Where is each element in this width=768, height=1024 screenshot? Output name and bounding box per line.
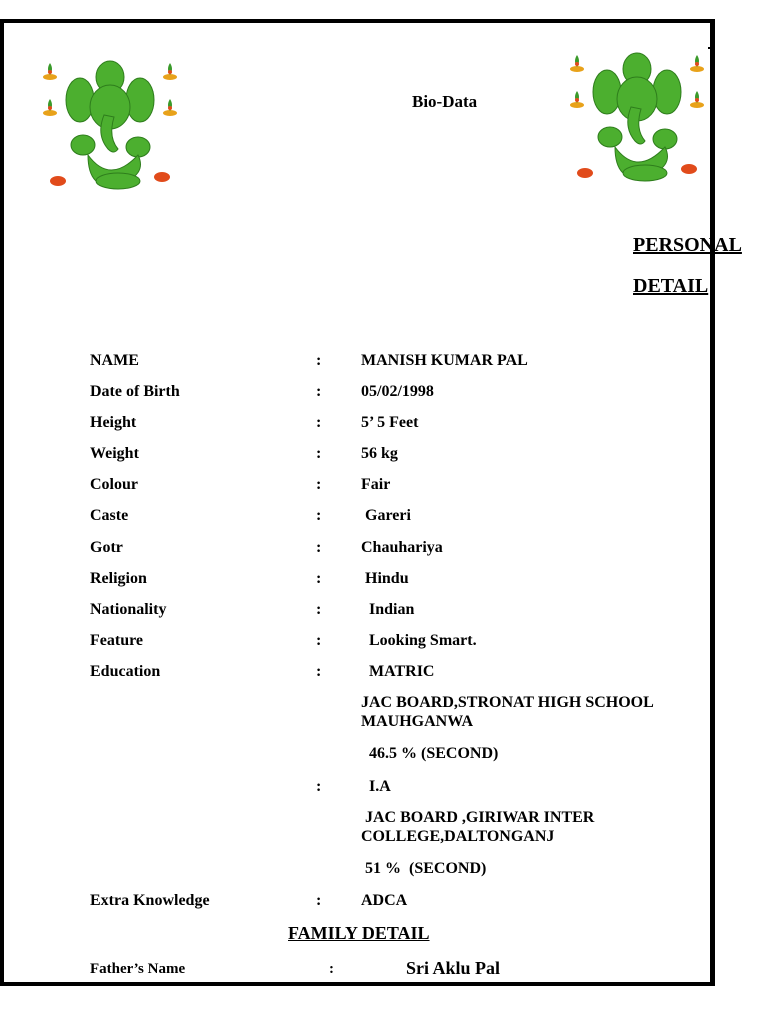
detail-value: MANISH KUMAR PAL: [361, 352, 528, 369]
father-value: Sri Aklu Pal: [406, 958, 501, 978]
detail-colon: :: [316, 778, 322, 795]
detail-label: Extra Knowledge: [90, 892, 210, 909]
personal-heading-line2: DETAIL: [633, 275, 709, 297]
detail-label: Height: [90, 414, 137, 431]
detail-label: Caste: [90, 507, 129, 524]
detail-value: 46.5 % (SECOND): [361, 745, 499, 762]
detail-value: Gareri: [361, 507, 411, 524]
detail-colon: :: [316, 352, 322, 369]
detail-colon: :: [316, 414, 322, 431]
personal-heading-line1: PERSONAL: [633, 234, 742, 256]
detail-label: Religion: [90, 570, 147, 587]
detail-colon: :: [316, 445, 322, 462]
page-title: Bio-Data: [412, 92, 478, 111]
detail-colon: :: [316, 601, 322, 618]
detail-label: Nationality: [90, 601, 167, 618]
detail-colon: :: [316, 892, 322, 909]
detail-label: Colour: [90, 476, 138, 493]
father-label: Father’s Name: [90, 961, 186, 977]
detail-value: 5’ 5 Feet: [361, 414, 419, 431]
detail-value: ADCA: [361, 892, 408, 909]
father-colon: :: [329, 961, 334, 977]
detail-label: Education: [90, 663, 161, 680]
detail-colon: :: [316, 663, 322, 680]
detail-value: Indian: [361, 601, 415, 618]
detail-value: MATRIC: [361, 663, 435, 680]
detail-label: Gotr: [90, 539, 123, 556]
detail-value: JAC BOARD,STRONAT HIGH SCHOOL MAUHGANWA: [361, 694, 657, 730]
detail-label: NAME: [90, 352, 139, 369]
detail-label: Feature: [90, 632, 144, 649]
detail-value: 51 % (SECOND): [361, 860, 487, 877]
detail-value: 05/02/1998: [361, 383, 434, 400]
detail-value: Fair: [361, 476, 391, 493]
detail-colon: :: [316, 570, 322, 587]
detail-colon: :: [316, 476, 322, 493]
detail-value: Looking Smart.: [361, 632, 477, 649]
detail-colon: :: [316, 507, 322, 524]
detail-colon: :: [316, 539, 322, 556]
ganesha-left-image: [38, 55, 183, 195]
detail-value: Hindu: [361, 570, 409, 587]
detail-colon: :: [316, 632, 322, 649]
detail-value: I.A: [361, 778, 391, 795]
family-heading: FAMILY DETAIL: [288, 923, 430, 943]
ganesha-right-image: [565, 47, 710, 187]
detail-value: 56 kg: [361, 445, 398, 462]
detail-value: Chauhariya: [361, 539, 443, 556]
detail-colon: :: [316, 383, 322, 400]
detail-label: Weight: [90, 445, 139, 462]
detail-value: JAC BOARD ,GIRIWAR INTER COLLEGE,DALTONGANJ: [361, 809, 599, 845]
detail-label: Date of Birth: [90, 383, 180, 400]
